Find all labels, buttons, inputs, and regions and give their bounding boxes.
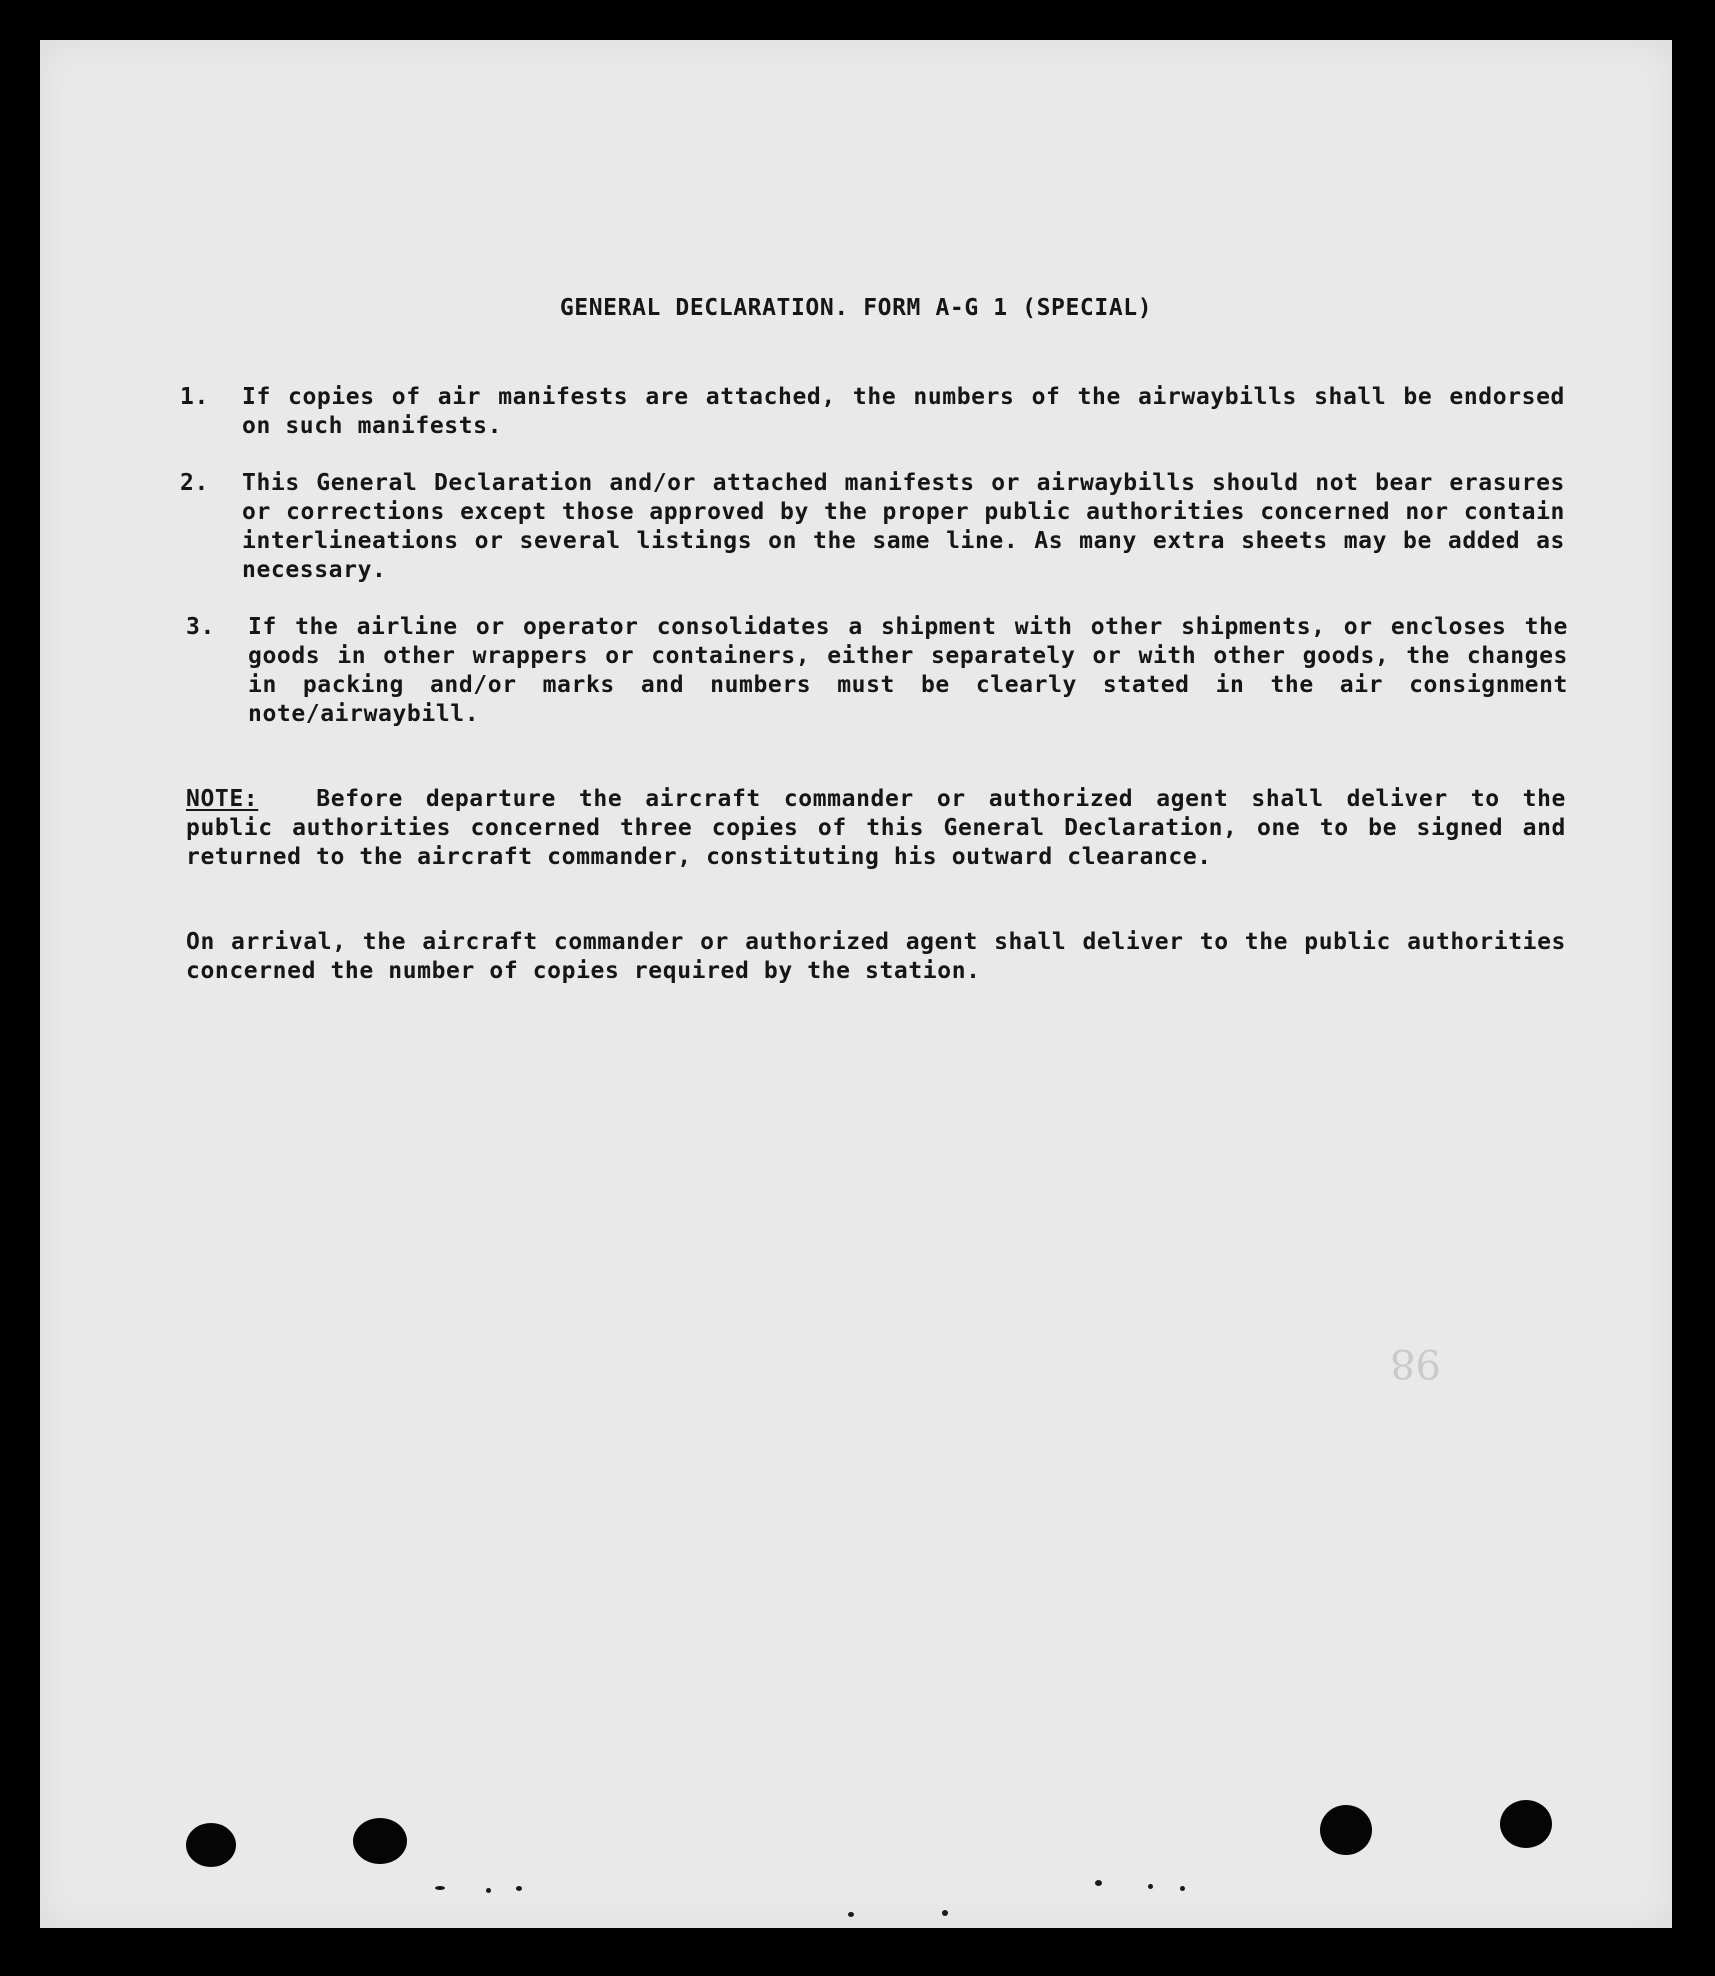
list-item-text: If the airline or operator consolidates a shipment with other shipments, or encloses the goods in other wrappers or containers, either separately or with other goods, the changes in packing and/or marks and numbers must be clearly stated in the air consignment note/airwaybill. (248, 614, 1568, 727)
bleed-through-number: 98 (1390, 1340, 1441, 1386)
note-paragraph (186, 785, 1566, 872)
speck (1095, 1880, 1102, 1886)
speck (516, 1886, 522, 1891)
punch-hole (1320, 1805, 1372, 1855)
list-item-number: 2. (180, 470, 209, 496)
punch-hole (186, 1823, 236, 1867)
punch-hole (353, 1818, 407, 1864)
speck (1180, 1886, 1185, 1891)
speck (942, 1910, 948, 1916)
document-page (40, 40, 1672, 1928)
document-title: GENERAL DECLARATION. FORM A-G 1 (SPECIAL) (559, 295, 1153, 321)
note-text: Before departure the aircraft commander or authorized agent shall deliver to the public authorities concerned three copies of this General Declaration, one to be signed and returned to the aircraft commander, constituting his outward clearance. (186, 786, 1566, 870)
note-label: NOTE: (186, 786, 259, 812)
list-item-text: If copies of air manifests are attached, the numbers of the airwaybills shall be endorsed on such manifests. (242, 384, 1565, 439)
list-item (180, 469, 1565, 585)
punch-hole (1500, 1800, 1552, 1848)
list-item-number: 1. (180, 384, 209, 410)
speck (1148, 1884, 1153, 1889)
list-item (180, 383, 1565, 441)
speck (486, 1888, 491, 1893)
arrival-paragraph: On arrival, the aircraft commander or authorized agent shall deliver to the public authorities concerned the number of copies required by the station. (186, 929, 1566, 984)
list-item-number: 3. (186, 614, 215, 640)
speck (848, 1912, 854, 1917)
list-item-text: This General Declaration and/or attached manifests or airwaybills should not bear erasures or corrections except those approved by the proper public authorities concerned nor contain interlineations or several listings on the same line. As many extra sheets may be added as necessary. (242, 470, 1565, 583)
list-item (186, 613, 1568, 729)
speck (435, 1886, 445, 1890)
